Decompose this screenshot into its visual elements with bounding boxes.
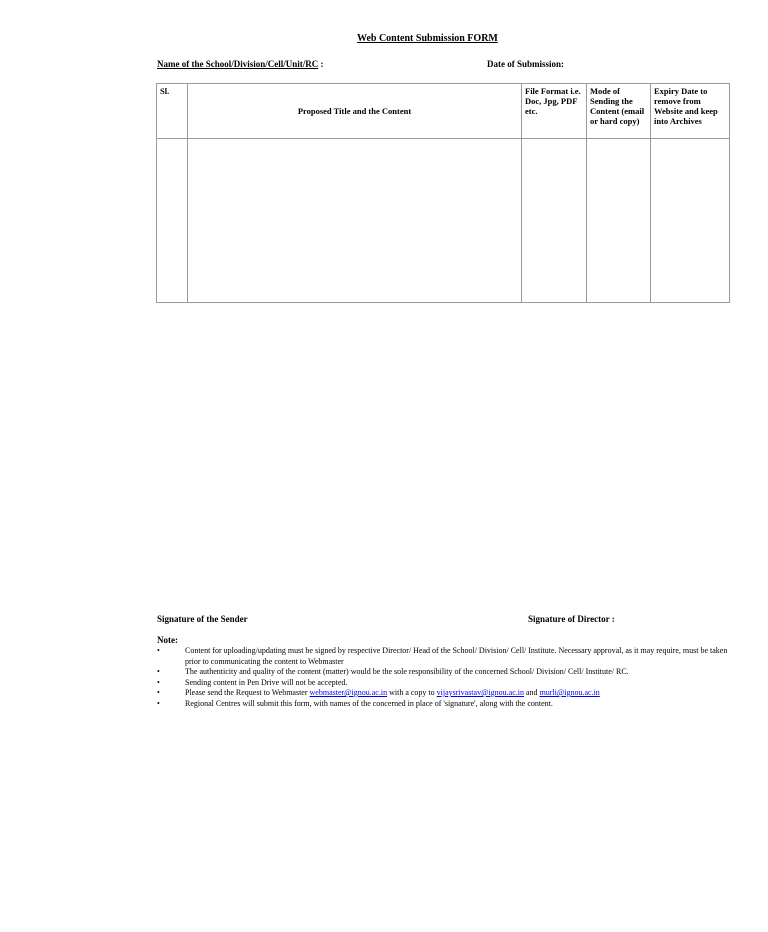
signature-director-label: Signature of Director : (528, 614, 615, 624)
bullet: • (157, 698, 160, 708)
header-expiry: Expiry Date to remove from Website and keep into Archives (651, 84, 730, 139)
signature-sender-label: Signature of the Sender (157, 614, 248, 624)
cell-sl[interactable] (157, 139, 188, 303)
vijay-email-link[interactable]: vijaysrivastav@ignou.ac.in (436, 688, 524, 697)
list-item (157, 688, 742, 699)
note-text-mid: with a copy to (387, 688, 437, 697)
note-text: Content for uploading/updating must be signed by respective Director/ Head of the School/ Division/ Cell/ Institute. Necessary approval, as it may require, must be taken prior to communicating the content to Webmaster (185, 646, 728, 666)
list-item (157, 699, 742, 710)
webmaster-email-link[interactable]: webmaster@ignou.ac.in (309, 688, 388, 697)
cell-format[interactable] (522, 139, 587, 303)
note-text: Regional Centres will submit this form, with names of the concerned in place of 'signature', along with the content. (185, 698, 553, 708)
note-text-and: and (524, 688, 540, 697)
bullet: • (157, 688, 160, 697)
bullet: • (157, 677, 160, 687)
header-mode: Mode of Sending the Content (email or hard copy) (587, 84, 651, 139)
note-text: The authenticity and quality of the content (matter) would be the sole responsibility of the concerned School/ Division/ Cell/ Institute/ RC. (185, 667, 629, 676)
note-text: Sending content in Pen Drive will not be accepted. (185, 677, 348, 687)
bullet: • (157, 667, 160, 676)
note-text-pre: Please send the Request to Webmaster (185, 688, 310, 697)
school-name-label: Name of the School/Division/Cell/Unit/RC (157, 59, 319, 69)
cell-expiry[interactable] (651, 139, 730, 303)
header-sl: Sl. (157, 84, 188, 139)
list-item (157, 646, 742, 667)
list-item (157, 667, 742, 678)
note-label: Note: (157, 635, 178, 645)
bullet: • (157, 646, 160, 655)
table-header-row (157, 84, 730, 139)
school-name-line (157, 59, 324, 69)
notes-list (157, 646, 742, 709)
murli-email-link[interactable]: murli@ignou.ac.in (539, 688, 600, 697)
cell-mode[interactable] (587, 139, 651, 303)
header-format: File Format i.e. Doc, Jpg, PDF etc. (522, 84, 587, 139)
school-name-colon: : (318, 59, 324, 69)
submission-table (156, 83, 730, 303)
date-of-submission-label: Date of Submission: (487, 59, 565, 69)
list-item (157, 678, 742, 689)
form-title: Web Content Submission FORM (357, 33, 498, 44)
table-row (157, 139, 730, 303)
cell-title[interactable] (188, 139, 522, 303)
header-title: Proposed Title and the Content (188, 84, 522, 139)
